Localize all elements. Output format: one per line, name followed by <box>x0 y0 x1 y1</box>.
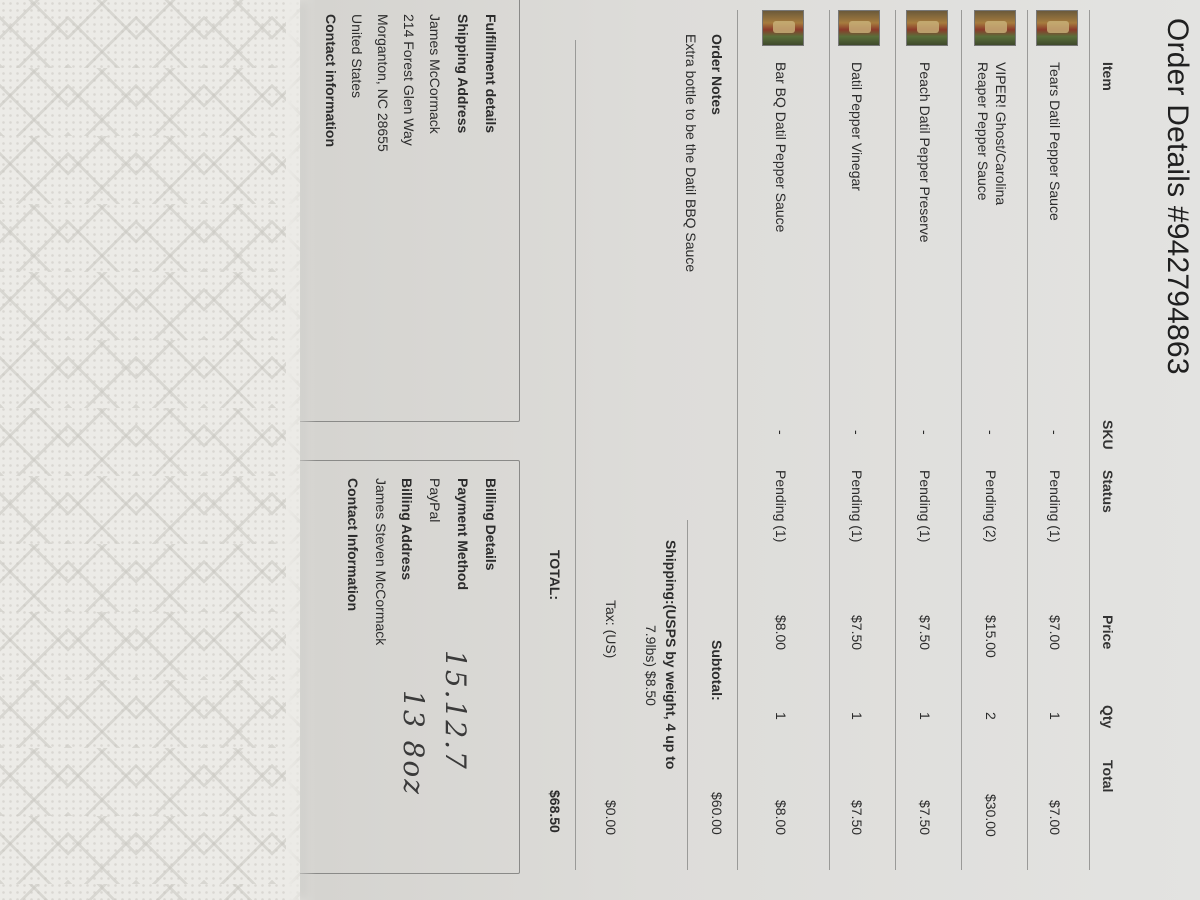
page-title: Order Details #942794863 <box>1161 18 1194 375</box>
shipping-label-line2: 7.9lbs) $8.50 <box>643 625 659 706</box>
item-total: $7.50 <box>849 800 865 836</box>
item-qty: 1 <box>917 712 933 720</box>
item-status: Pending (2) <box>983 470 999 543</box>
tax-label: Tax: (US) <box>603 600 619 659</box>
item-name: Datil Pepper Vinegar <box>849 62 865 191</box>
item-qty: 1 <box>1047 712 1063 720</box>
column-header-sku: SKU <box>1100 420 1116 450</box>
shipping-address-line: Morganton, NC 28655 <box>375 14 391 152</box>
shipping-address-line: James McCormack <box>427 14 443 134</box>
subtotal-value: $60.00 <box>709 792 725 835</box>
order-document <box>280 0 1200 900</box>
billing-name: James Steven McCormack <box>373 478 389 646</box>
product-thumbnail <box>906 10 948 46</box>
product-thumbnail <box>762 10 804 46</box>
handwritten-note-weight: 15.12.7 <box>439 650 472 771</box>
item-price: $15.00 <box>983 615 999 658</box>
order-notes-label: Order Notes <box>709 34 725 115</box>
item-status: Pending (1) <box>1047 470 1063 543</box>
item-sku: - <box>773 430 789 435</box>
item-sku: - <box>983 430 999 435</box>
fulfillment-contact-heading: Contact information <box>323 14 339 147</box>
shipping-address-heading: Shipping Address <box>455 14 471 134</box>
row-divider <box>829 10 830 870</box>
item-price: $8.00 <box>773 615 789 651</box>
item-total: $8.00 <box>773 800 789 836</box>
item-sku: - <box>1047 430 1063 435</box>
column-header-price: Price <box>1100 615 1116 650</box>
paper-towel-edge <box>286 0 316 900</box>
item-status: Pending (1) <box>773 470 789 543</box>
column-header-qty: Qty <box>1100 705 1116 729</box>
item-name: Bar BQ Datil Pepper Sauce <box>773 62 789 233</box>
item-name: VIPER! Ghost/Carolina <box>993 62 1009 206</box>
billing-address-heading: Billing Address <box>399 478 415 581</box>
fulfillment-heading: Fulfillment details <box>483 14 499 134</box>
payment-method-heading: Payment Method <box>455 478 471 591</box>
product-thumbnail <box>838 10 880 46</box>
row-divider <box>737 10 738 870</box>
item-qty: 1 <box>773 712 789 720</box>
order-notes-text: Extra bottle to be the Datil BBQ Sauce <box>683 34 699 273</box>
item-status: Pending (1) <box>917 470 933 543</box>
row-divider <box>1027 10 1028 870</box>
item-name-line2: Reaper Pepper Sauce <box>975 62 991 201</box>
row-divider <box>895 10 896 870</box>
column-header-total: Total <box>1100 760 1116 793</box>
item-sku: - <box>849 430 865 435</box>
item-status: Pending (1) <box>849 470 865 543</box>
item-total: $7.00 <box>1047 800 1063 836</box>
billing-contact-heading: Contact Information <box>345 478 361 611</box>
item-qty: 2 <box>983 712 999 720</box>
header-divider <box>1089 10 1090 870</box>
billing-heading: Billing Details <box>483 478 499 571</box>
shipping-label: Shipping:(USPS by weight, 4 up to <box>663 540 679 770</box>
item-sku: - <box>917 430 933 435</box>
total-value: $68.50 <box>547 790 563 833</box>
item-total: $30.00 <box>983 794 999 837</box>
item-qty: 1 <box>849 712 865 720</box>
item-price: $7.00 <box>1047 615 1063 651</box>
column-header-item: Item <box>1100 62 1116 91</box>
totals-divider <box>687 520 688 870</box>
payment-method-value: PayPal <box>427 478 443 523</box>
item-price: $7.50 <box>917 615 933 651</box>
item-price: $7.50 <box>849 615 865 651</box>
total-label: TOTAL: <box>547 550 563 601</box>
tax-value: $0.00 <box>603 800 619 836</box>
paper-towel <box>0 0 300 900</box>
product-thumbnail <box>1036 10 1078 46</box>
total-divider <box>575 40 576 870</box>
handwritten-note-ounces: 13 8oz <box>397 690 430 796</box>
column-header-status: Status <box>1100 470 1116 513</box>
shipping-address-line: United States <box>349 14 365 99</box>
subtotal-label: Subtotal: <box>709 640 725 701</box>
product-thumbnail <box>974 10 1016 46</box>
shipping-address-line: 214 Forest Glen Way <box>401 14 417 146</box>
item-name: Tears Datil Pepper Sauce <box>1047 62 1063 221</box>
item-name: Peach Datil Pepper Preserve <box>917 62 933 243</box>
item-total: $7.50 <box>917 800 933 836</box>
row-divider <box>961 10 962 870</box>
